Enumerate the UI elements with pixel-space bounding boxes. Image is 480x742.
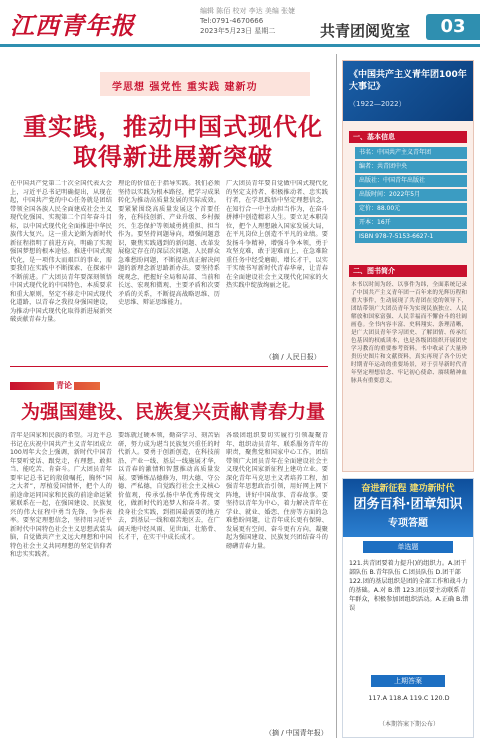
- book-desc-heading: 二、图书简介: [349, 265, 467, 277]
- article2-column-1: 青年是国家和民族的希望。习近平总书记在庆祝中国共产主义青年团成立100周年大会上强调，新时代中国青年要听党话、跟党走，有理想、敢担当、能吃苦、肯奋斗。广大团员青年要牢记总书记的殷殷嘱托，胸怀“国之大者”，厚植爱国情怀，把个人的前途命运同国家和民族的前途命运紧紧联系在一起，在强国建设、民族复兴的伟大征程中勇当先锋、争作表率。要坚定理想信念，坚持用习近平新时代中国特色社会主义思想武装头脑，自觉做共产主义远大理想和中国特色社会主义共同理想的坚定信仰者和忠实实践者。: [10, 432, 112, 558]
- book-info-list: [355, 147, 467, 245]
- quiz-banner: [343, 479, 473, 537]
- section-banner: [10, 374, 100, 396]
- column-separator: [336, 54, 337, 738]
- article2-headline: 为强国建设、民族复兴贡献青春力量: [20, 401, 325, 423]
- article1-kicker: 学思想 强党性 重实践 建新功: [112, 82, 258, 93]
- quiz-type-label: 单选题: [363, 541, 453, 553]
- quiz-title: 团务百科·团章知识: [353, 497, 463, 512]
- list-item: 开本：16开: [355, 217, 467, 229]
- answers-heading: 上期答案: [371, 675, 445, 687]
- quiz-subtitle: 专项答题: [388, 518, 428, 529]
- quiz-footnote: （本期答案下期公布）: [378, 721, 439, 728]
- section-label: 青论: [56, 381, 72, 390]
- article1-column-2: 理论的价值在于指导实践。我们必须坚持以实践为根本路径，把学习成果转化为推动高质量发展的实际成效。要紧紧围绕高质量发展这个首要任务，在科技创新、产业升级、乡村振兴、生态保护等领域勇挑重担、担当作为。要坚持问题导向，增强问题意识，聚焦实践遇到的新问题、改革发展稳定存在的深层次问题、人民群众急难愁盼问题，不断提出真正解决问题的新理念新思路新办法。要坚持系统观念，把握好全局和局部、当前和长远、宏观和微观、主要矛盾和次要矛盾的关系，不断提高战略思维、历史思维、辩证思维能力。: [118, 180, 220, 306]
- page-number-tab: 03: [426, 14, 480, 40]
- newspaper-logo: 江西青年报: [10, 11, 135, 40]
- header-rule: [0, 44, 480, 47]
- phone-line: Tel:0791-4670666: [200, 17, 264, 25]
- article1-column-3: 广大团员青年要自觉做中国式现代化的坚定支持者、积极推动者、忠实践行者，在学思践悟中坚定理想信念，在知行合一中主动担当作为，在奋斗拼搏中创造精彩人生。要立足本职岗位，把个人理想融入国家发展大局，在平凡岗位上创造不平凡的业绩。要发扬斗争精神，增强斗争本领，勇于攻坚克难，敢于迎难而上，在急难险重任务中经受磨砺、增长才干，以实干实绩书写新时代青春华章，让青春在全面建设社会主义现代化国家的火热实践中绽放绚丽之花。: [226, 180, 328, 289]
- quiz-questions: 121.共青团要着力提升()的组织力。A.团干部队伍 B.青年队伍 C.团员队伍 D.团干部 122.团的基层组织是团的全部工作和战斗力的基础。A.对 B.错 123.团员要主动联系青年群众，积极参加团组织活动。A.正确 B.错误: [349, 560, 469, 612]
- list-item: 编者：共青团中央: [355, 161, 467, 173]
- article2-column-3: 各级团组织要切实履行引领凝聚青年、组织动员青年、联系服务青年的职责，聚焦党和国家中心工作，团结带领广大团员青年在全面建设社会主义现代化国家新征程上建功立业。要深化青年马克思主义者培养工程，加强青年思想政治引领，用好网上网下阵地，讲好中国故事、青春故事。要坚持以青年为中心，着力解决青年在学业、就业、婚恋、住房等方面的急难愁盼问题，让青年成长更有保障、发展更有空间、奋斗更有方向，凝聚起为强国建设、民族复兴团结奋斗的磅礴青春力量。: [226, 432, 328, 550]
- list-item: 书名：中国共产主义青年团: [355, 147, 467, 159]
- section-divider: [10, 366, 328, 367]
- page-title: 共青团阅览室: [320, 22, 411, 40]
- article1-byline: （摘 / 人民日报）: [265, 353, 321, 361]
- quiz-promo-box: [342, 478, 474, 738]
- book-cover-banner: [343, 61, 473, 121]
- answers-text: 117.A 118.A 119.C 120.D: [368, 694, 450, 702]
- book-subtitle: （1922—2022）: [349, 100, 406, 108]
- list-item: 出版时间：2022年5月: [355, 189, 467, 201]
- list-item: 定价：88.00元: [355, 203, 467, 215]
- date-line: 2023年5月23日 星期二: [200, 27, 276, 35]
- article1-column-1: 在中国共产党第二十次全国代表大会上，习近平总书记明确提出，从现在起，中国共产党的中心任务就是团结带领全国各族人民全面建成社会主义现代化强国、实现第二个百年奋斗目标，以中国式现代化全面推进中华民族伟大复兴。这一重大论断为新时代新征程指明了前进方向，明确了实现强国梦想的根本途径。推进中国式现代化，是一项伟大而艰巨的事业，需要我们在实践中不断探索、在探索中不断前进。广大团员青年要深刻领悟中国式现代化的中国特色、本质要求和重大原则，坚定不移走中国式现代化道路，以青春之我投身强国建设，为推动中国式现代化取得新进展新突破贡献青春力量。: [10, 180, 112, 323]
- editors-line: 编辑 陈佰 校对 李达 美编 张婕: [200, 7, 296, 15]
- quiz-slogan: 奋进新征程 建功新时代: [361, 484, 455, 494]
- header-info: [200, 6, 295, 36]
- article1-headline: 重实践，推动中国式现代化取得新进展新突破: [23, 113, 323, 171]
- masthead: [0, 0, 480, 52]
- book-title: 《中国共产主义青年团100年大事记》: [349, 70, 467, 92]
- list-item: 出版社：中国青年出版社: [355, 175, 467, 187]
- article2-column-2: 要练就过硬本领，勤奋学习、刻苦钻研，努力成为堪当民族复兴重任的时代新人。要勇于创新创造，在科技前沿、产业一线、基层一线施展才华，以青春的激情和智慧推动高质量发展。要锤炼品德修为，明大德、守公德、严私德，自觉践行社会主义核心价值观，传承弘扬中华优秀传统文化，做新时代的追梦人和奋斗者。要投身社会实践，到祖国最需要的地方去，到基层一线和艰苦地区去，在广阔天地中经风雨、见世面、壮筋骨、长才干，在实干中成长成才。: [118, 432, 220, 541]
- book-description: 本书以时间为经、以事件为纬，全面系统记录了中国共产主义青年团一百年来的光辉历程和重大事件，生动展现了共青团在党的领导下，团结带领广大团员青年为实现民族独立、人民解放和国家富强、人民幸福而不懈奋斗的壮阔画卷。全书内容丰富、史料翔实、条理清晰，是广大团员青年学习团史、了解团情、传承红色基因的权威读本，也是各级团组织开展团史学习教育的重要参考资料。书中收录了大量珍贵历史图片和文献资料，真实再现了各个历史时期青年运动的重要场景，对于引导新时代青年坚定理想信念、牢记初心使命、赓续精神血脉具有重要意义。: [351, 282, 467, 384]
- article1-kicker-box: [100, 72, 310, 96]
- book-sidebar: [342, 60, 474, 472]
- article2-byline: （摘 / 中国青年报）: [265, 729, 328, 737]
- book-info-heading: 一、基本信息: [349, 131, 467, 143]
- list-item: ISBN 978-7-5153-6627-1: [355, 231, 467, 243]
